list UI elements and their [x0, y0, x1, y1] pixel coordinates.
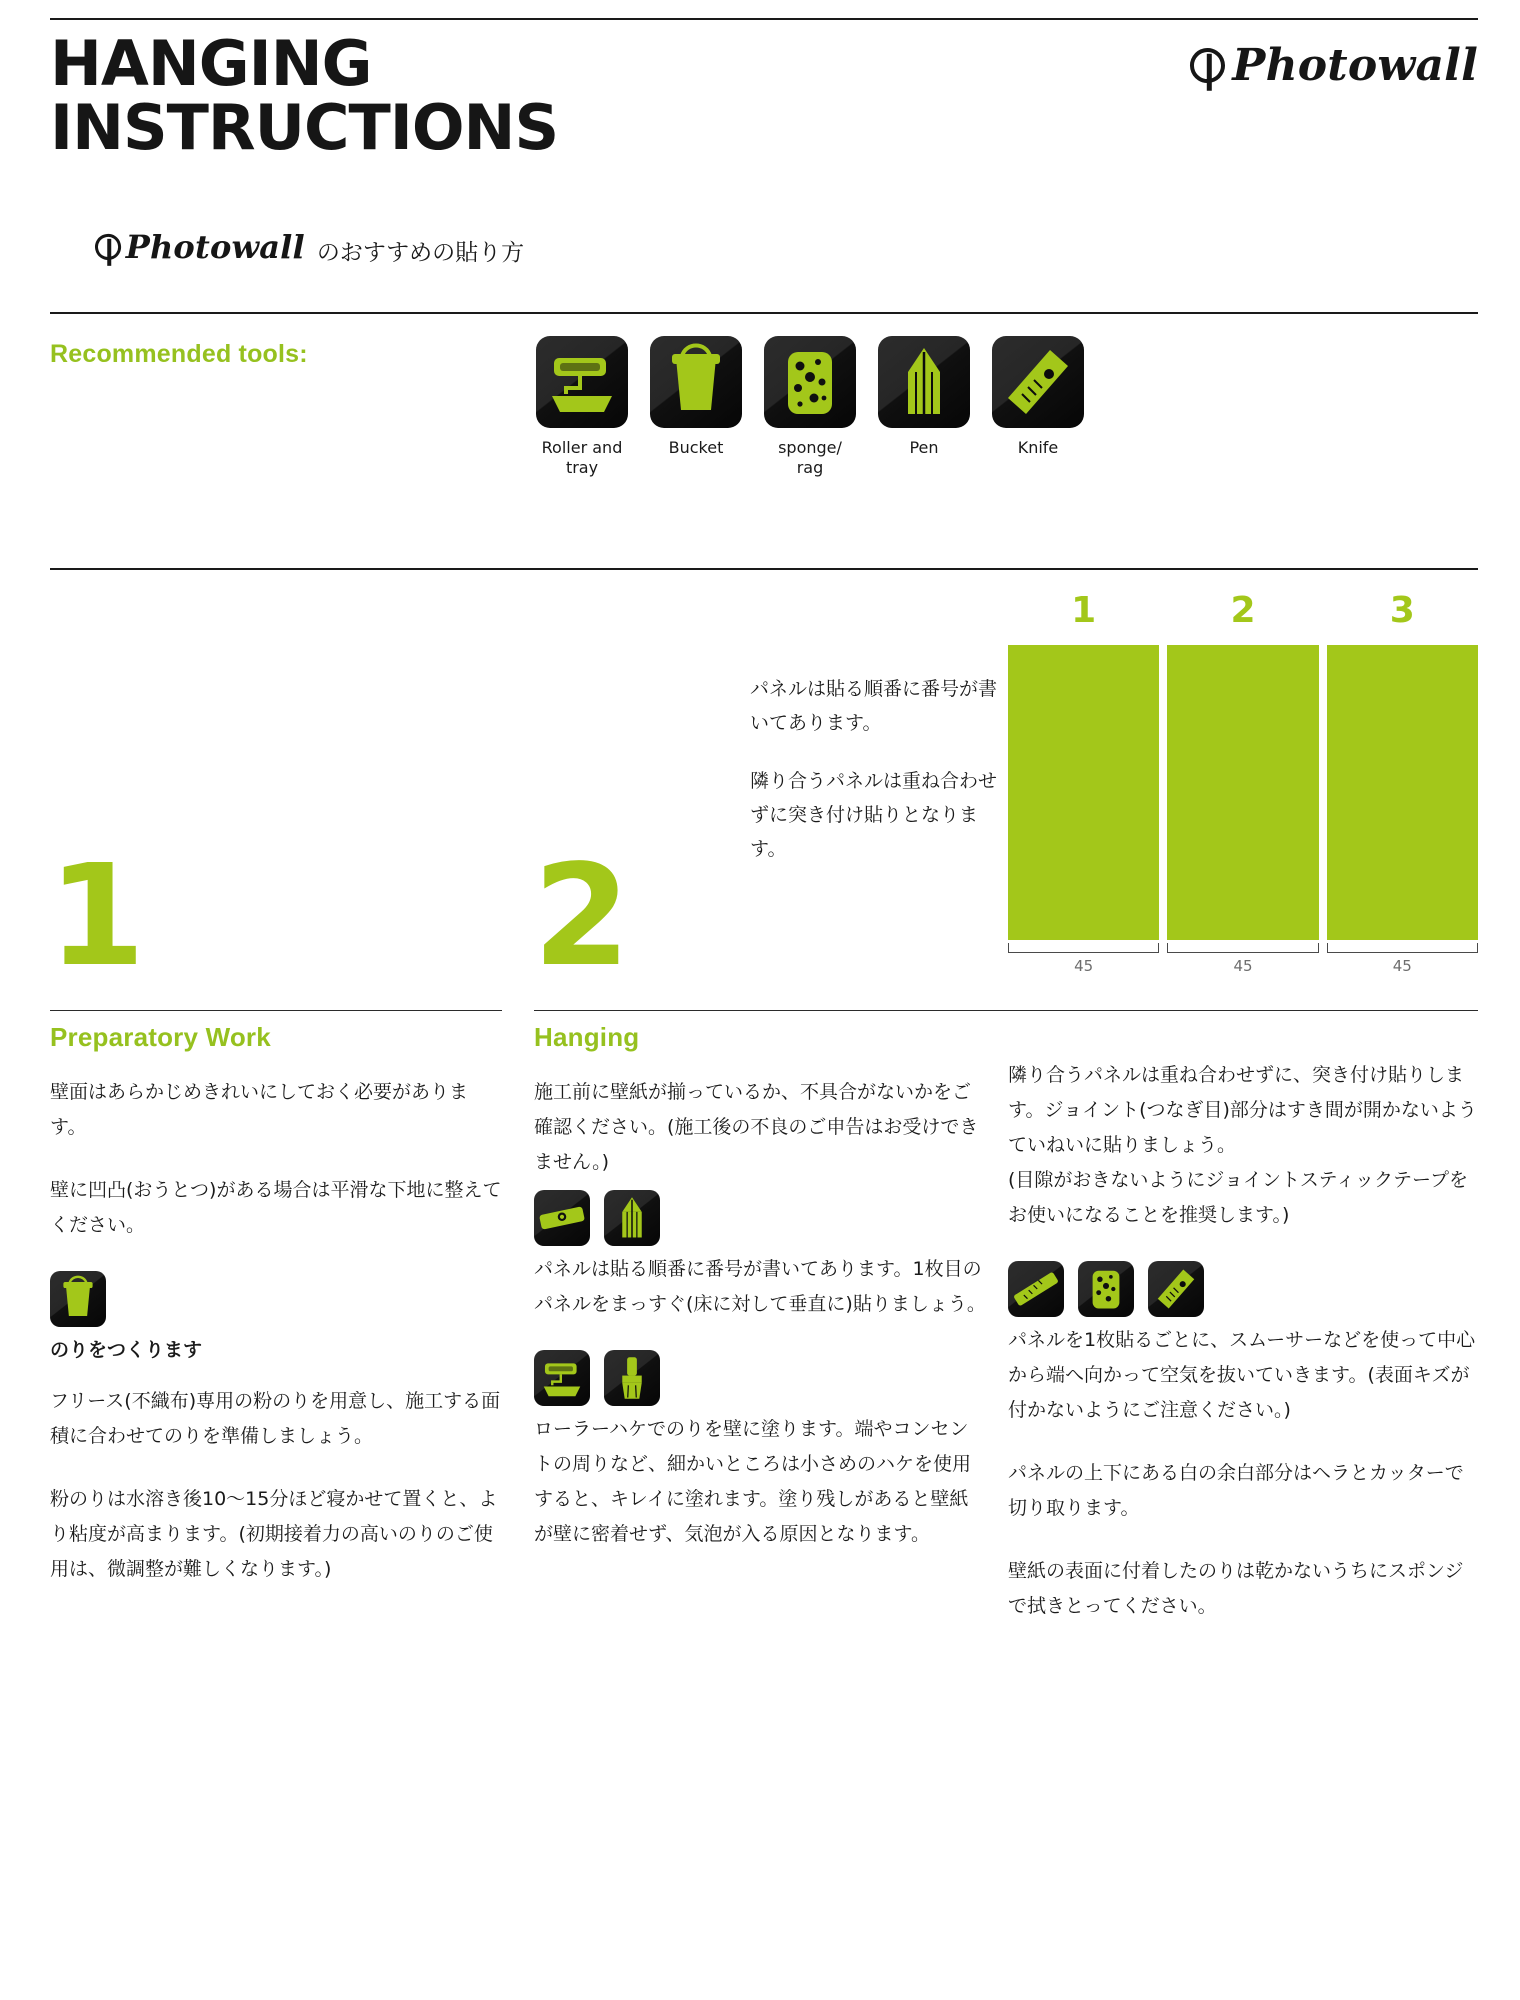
tool-caption: Knife: [1017, 438, 1059, 457]
tool-caption: Roller and tray: [541, 438, 623, 477]
tool-caption: Bucket: [668, 438, 724, 457]
step-three-p4: パネルの上下にある白の余白部分はヘラとカッターで切り取ります。: [1008, 1462, 1464, 1519]
subtitle-text: のおすすめの貼り方: [316, 239, 525, 266]
brush-icon: [604, 1350, 660, 1406]
paint-roller-icon: [534, 1350, 590, 1406]
photowall-wordmark-small: Photowall: [125, 228, 305, 266]
step-three-p1: 隣り合うパネルは重ね合わせずに、突き付け貼りします。ジョイント(つなぎ目)部分はすき間が開かないようていねいに貼りましょう。: [1008, 1064, 1477, 1156]
tool-caption: Pen: [909, 438, 939, 457]
page-title-line2: INSTRUCTIONS: [50, 91, 559, 164]
knife-icon: [992, 336, 1084, 428]
panel-measure: [1327, 943, 1478, 983]
paint-roller-icon: [536, 336, 628, 428]
sponge-icon: [764, 336, 856, 428]
divider-col23: [534, 1010, 1478, 1011]
step-number-2: 2: [533, 835, 631, 998]
photowall-wordmark: Photowall: [1232, 40, 1478, 91]
pen-icon: [604, 1190, 660, 1246]
bucket-icon: [50, 1271, 106, 1327]
panel-row: [1008, 645, 1478, 940]
step-three-p2: (目隙がおきないようにジョイントスティックテープをお使いになることを推奨します。): [1008, 1169, 1468, 1226]
diagram-caption-1: パネルは貼る順番に番号が書いてあります。: [750, 678, 998, 734]
step-three-p3: パネルを1枚貼るごとに、スムーサーなどを使って中心から端へ向かって空気を抜いていきます。(表面キズが付かないようにご注意ください。): [1008, 1329, 1476, 1421]
step-two-icons-a: [534, 1190, 986, 1246]
knife-icon: [1148, 1261, 1204, 1317]
photowall-mark-icon: [1187, 45, 1229, 87]
smoother-icon: [1008, 1261, 1064, 1317]
tool-caption: sponge/ rag: [778, 438, 842, 477]
tool-sponge: [764, 336, 856, 478]
step-one-icons: [50, 1271, 502, 1327]
step-one-body: [50, 1075, 502, 1587]
step-one-subheading: のりをつくります: [50, 1339, 203, 1361]
panel-width-value: 45: [1074, 957, 1094, 975]
panel-width-value: 45: [1233, 957, 1253, 975]
step-three-body: [1008, 1022, 1478, 1624]
diagram-caption-2: 隣り合うパネルは重ね合わせずに突き付け貼りとなります。: [750, 770, 998, 860]
panel-measure-row: [1008, 943, 1478, 983]
tool-knife: [992, 336, 1084, 478]
brace-line: [1008, 943, 1159, 953]
step-two-icons-b: [534, 1350, 986, 1406]
recommended-tools-label: Recommended tools:: [50, 340, 308, 368]
step-two-p2: パネルは貼る順番に番号が書いてあります。1枚目のパネルをまっすぐ(床に対して垂直に)貼りましょう。: [534, 1258, 986, 1315]
step-two-heading: Hanging: [534, 1022, 640, 1052]
page-title-line1: HANGING: [50, 27, 372, 100]
sponge-icon: [1078, 1261, 1134, 1317]
panel-number-row: [1008, 590, 1478, 631]
step-one-p1: 壁面はあらかじめきれいにしておく必要があります。: [50, 1081, 469, 1138]
bucket-icon: [650, 336, 742, 428]
photowall-logo: [1190, 40, 1478, 91]
photowall-logo-small: [95, 228, 305, 266]
divider-top: [50, 18, 1478, 20]
panel-3: [1327, 645, 1478, 940]
diagram-caption: [750, 672, 1000, 890]
step-number-1: 1: [48, 835, 146, 998]
step-one-p2: 壁に凹凸(おうとつ)がある場合は平滑な下地に整えてください。: [50, 1179, 502, 1236]
step-two-p3: ローラーハケでのりを壁に塗ります。端やコンセントの周りなど、細かいところは小さめのハケを使用すると、キレイに塗れます。塗り残しがあると壁紙が壁に密着せず、気泡が入る原因となります。: [534, 1418, 972, 1545]
step-three-column: [1008, 1022, 1478, 1652]
panel-measure: [1008, 943, 1159, 983]
tool-roller-and-tray: [536, 336, 628, 478]
panel-measure: [1167, 943, 1318, 983]
divider-tools: [50, 568, 1478, 570]
subtitle-row: [95, 228, 524, 267]
panel-number: 2: [1230, 590, 1256, 631]
panel-width-value: 45: [1392, 957, 1412, 975]
brace-line: [1327, 943, 1478, 953]
recommended-tools-row: [536, 336, 1084, 478]
step-three-icons: [1008, 1261, 1478, 1317]
page-title: [50, 27, 559, 164]
divider-col1: [50, 1010, 502, 1011]
brace-line: [1167, 943, 1318, 953]
step-three-p5: 壁紙の表面に付着したのりは乾かないうちにスポンジで拭きとってください。: [1008, 1560, 1464, 1617]
step-one-heading: Preparatory Work: [50, 1022, 271, 1052]
tool-bucket: [650, 336, 742, 478]
divider-header: [50, 312, 1478, 314]
level-icon: [534, 1190, 590, 1246]
photowall-mark-icon-small: [93, 232, 123, 262]
tool-pen: [878, 336, 970, 478]
step-two-body: [534, 1075, 986, 1552]
panel-2: [1167, 645, 1318, 940]
step-two-p1: 施工前に壁紙が揃っているか、不具合がないかをご確認ください。(施工後の不良のご申告はお受けできません。): [534, 1081, 979, 1173]
panel-diagram: [1008, 590, 1478, 983]
panel-1: [1008, 645, 1159, 940]
pen-icon: [878, 336, 970, 428]
step-one-column: [50, 1022, 502, 1615]
step-two-column: [534, 1022, 986, 1580]
panel-number: 3: [1389, 590, 1415, 631]
step-one-p3: フリース(不織布)専用の粉のりを用意し、施工する面積に合わせてのりを準備しましょう。: [50, 1390, 501, 1447]
panel-number: 1: [1071, 590, 1097, 631]
step-one-p4: 粉のりは水溶き後10〜15分ほど寝かせて置くと、より粘度が高まります。(初期接着力の高いのりのご使用は、微調整が難しくなります。): [50, 1488, 498, 1580]
